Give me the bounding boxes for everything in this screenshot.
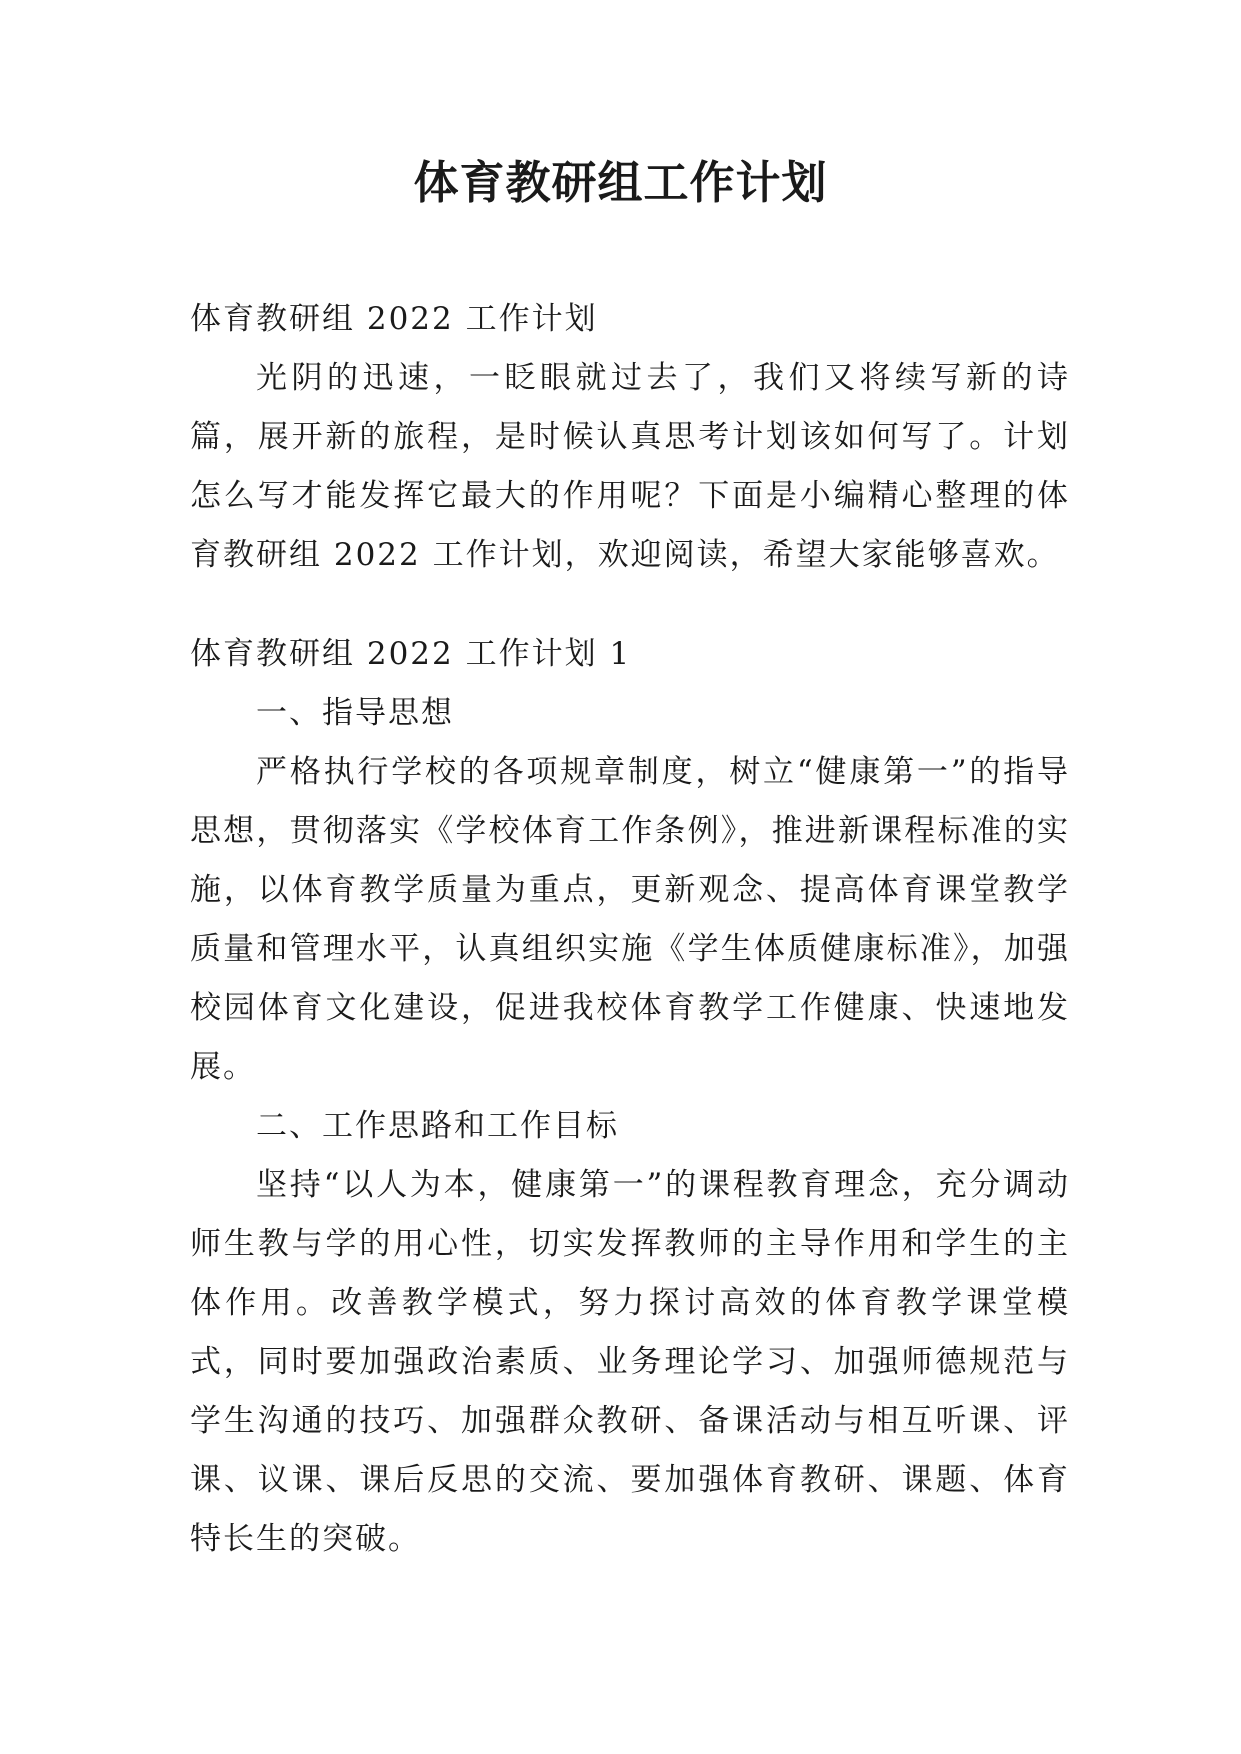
document-subtitle: 体育教研组 2022 工作计划 [190,301,598,337]
paragraph-guiding-ideology: 严格执行学校的各项规章制度，树立“健康第一”的指导思想，贯彻落实《学校体育工作条例》，推进新课程标准的实施，以体育教学质量为重点，更新观念、提高体育课堂教学质量和管理水平，认真组织实施《学生体质健康标准》，加强校园体育文化建设，促进我校体育教学工作健康、快速地发展。 [190,754,1070,1085]
document-body [190,290,1070,1569]
paragraph-spacer [190,585,1070,625]
heading-guiding-ideology: 一、指导思想 [256,695,454,731]
intro-paragraph: 光阴的迅速，一眨眼就过去了，我们又将续写新的诗篇，展开新的旅程，是时候认真思考计划该如何写了。计划怎么写才能发挥它最大的作用呢？下面是小编精心整理的体育教研组 2022 工作计划，欢迎阅读，希望大家能够喜欢。 [190,360,1070,573]
page-title: 体育教研组工作计划 [413,156,828,209]
heading-work-goals: 二、工作思路和工作目标 [256,1108,619,1144]
section-title: 体育教研组 2022 工作计划 1 [190,636,632,672]
paragraph-work-goals: 坚持“以人为本，健康第一”的课程教育理念，充分调动师生教与学的用心性，切实发挥教师的主导作用和学生的主体作用。改善教学模式，努力探讨高效的体育教学课堂模式，同时要加强政治素质、业务理论学习、加强师德规范与学生沟通的技巧、加强群众教研、备课活动与相互听课、评课、议课、课后反思的交流、要加强体育教研、课题、体育特长生的突破。 [190,1167,1070,1557]
